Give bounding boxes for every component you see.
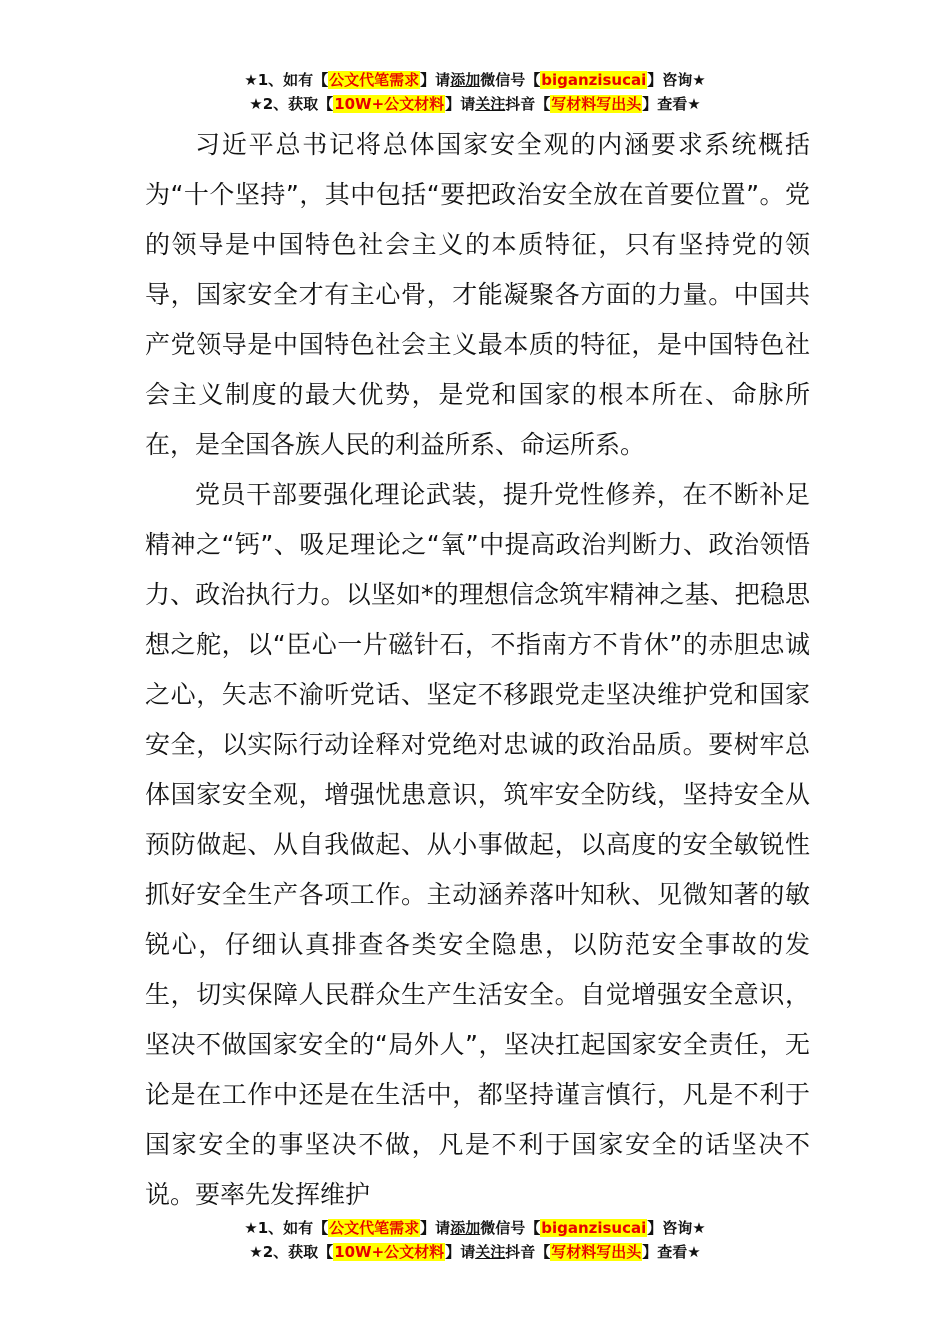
banner-highlight: 写材料写出头 xyxy=(551,1243,642,1261)
banner-underlined-text: 添加 xyxy=(450,71,481,89)
header-banner xyxy=(0,68,950,116)
footer-banner xyxy=(0,1216,950,1264)
banner-line-1 xyxy=(0,68,950,92)
banner-text: ★1、如有【 xyxy=(244,71,329,89)
paragraph-2: 党员干部要强化理论武装，提升党性修养，在不断补足精神之“钙”、吸足理论之“氧”中提高政治判断力、政治领悟力、政治执行力。以坚如*的理想信念筑牢精神之基、把稳思想之舵，以“臣心一片磁针石，不指南方不肯休”的赤胆忠诚之心，矢志不渝听党话、坚定不移跟党走坚决维护党和国家安全，以实际行动诠释对党绝对忠诚的政治品质。要树牢总体国家安全观，增强忧患意识，筑牢安全防线，坚持安全从预防做起、从自我做起、从小事做起，以高度的安全敏锐性抓好安全生产各项工作。主动涵养落叶知秋、见微知著的敏锐心，仔细认真排查各类安全隐患，以防范安全事故的发生，切实保障人民群众生产生活安全。自觉增强安全意识，坚决不做国家安全的“局外人”，坚决扛起国家安全责任，无论是在工作中还是在生活中，都坚持谨言慎行，凡是不利于国家安全的事坚决不做，凡是不利于国家安全的话坚决不说。要率先发挥维护 xyxy=(145,480,810,1209)
document-body xyxy=(145,120,810,1220)
banner-underlined-text: 关注 xyxy=(475,1243,506,1261)
banner-text: 】请 xyxy=(420,1219,451,1237)
banner-text: 】查看★ xyxy=(642,1243,701,1261)
banner-highlight: 公文代笔需求 xyxy=(329,71,420,89)
paragraph-1: 习近平总书记将总体国家安全观的内涵要求系统概括为“十个坚持”，其中包括“要把政治安全放在首要位置”。党的领导是中国特色社会主义的本质特征，只有坚持党的领导，国家安全才有主心骨，才能凝聚各方面的力量。中国共产党领导是中国特色社会主义最本质的特征，是中国特色社会主义制度的最大优势，是党和国家的根本所在、命脉所在，是全国各族人民的利益所系、命运所系。 xyxy=(145,130,810,459)
banner-text: 微信号【 xyxy=(480,71,541,89)
banner-highlight: biganzisucai xyxy=(541,1219,647,1237)
banner-text: 】咨询★ xyxy=(647,71,706,89)
banner-highlight: biganzisucai xyxy=(541,71,647,89)
banner-underlined-text: 添加 xyxy=(450,1219,481,1237)
banner-text: 抖音【 xyxy=(505,95,551,113)
banner-highlight: 10W+公文材料 xyxy=(334,95,445,113)
banner-text: 】查看★ xyxy=(642,95,701,113)
banner-text: 微信号【 xyxy=(480,1219,541,1237)
banner-highlight: 10W+公文材料 xyxy=(334,1243,445,1261)
banner-underlined-text: 关注 xyxy=(475,95,506,113)
banner-text: 】请 xyxy=(445,95,476,113)
banner-text: ★2、获取【 xyxy=(249,95,334,113)
banner-text: 抖音【 xyxy=(505,1243,551,1261)
banner-text: 】请 xyxy=(420,71,451,89)
banner-text: ★1、如有【 xyxy=(244,1219,329,1237)
banner-text: 】咨询★ xyxy=(647,1219,706,1237)
banner-text: ★2、获取【 xyxy=(249,1243,334,1261)
banner-line-1 xyxy=(0,1216,950,1240)
banner-text: 】请 xyxy=(445,1243,476,1261)
banner-line-2 xyxy=(0,92,950,116)
banner-highlight: 公文代笔需求 xyxy=(329,1219,420,1237)
banner-line-2 xyxy=(0,1240,950,1264)
banner-highlight: 写材料写出头 xyxy=(551,95,642,113)
